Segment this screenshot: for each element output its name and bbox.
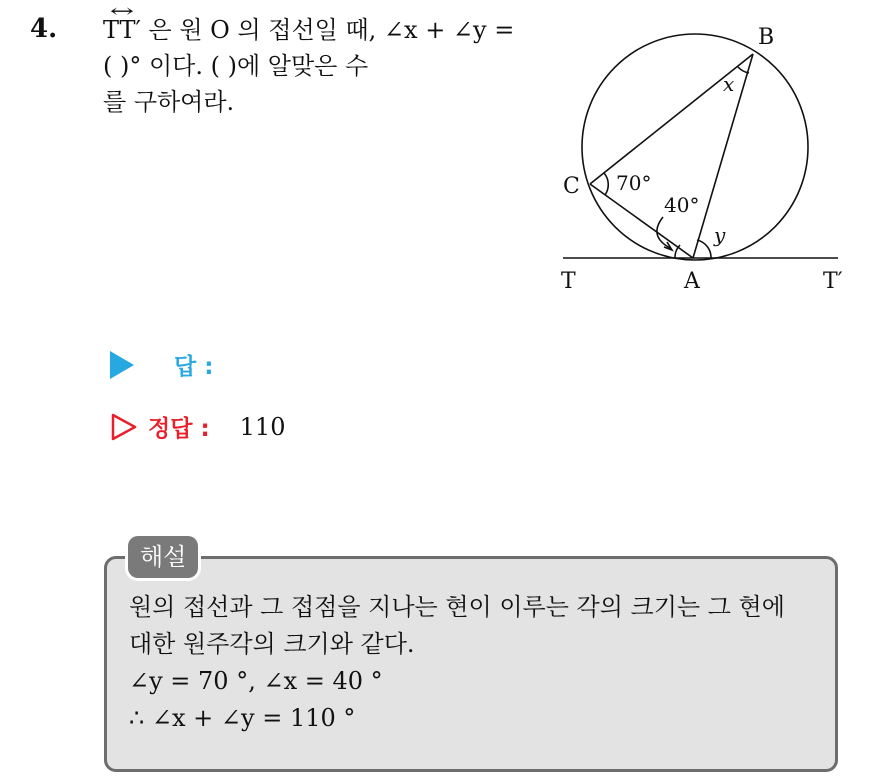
question-line-1-rest: 은 원 O 의 접선일 때, ∠x + ∠y = [140,16,515,44]
explanation-line-4: ∴ ∠x + ∠y = 110 ° [129,704,356,732]
angle-arc-b [738,67,749,73]
explanation-box [104,556,838,772]
question-line-3: 를 구하여라. [103,88,235,116]
answer-row [110,348,213,381]
correct-answer-value: 110 [239,412,286,441]
label-b: B [758,25,775,50]
question-text [103,12,533,120]
explanation-line-3: ∠y = 70 °, ∠x = 40 ° [129,667,383,695]
question-line-1 [103,12,533,48]
label-y: y [714,223,726,247]
question-number: 4. [30,14,58,44]
label-a: A [684,269,700,294]
explanation-line-1: 원의 접선과 그 접점을 지나는 현이 이루는 각의 크기는 그 현에 [129,593,785,621]
question-line-2: ( )° 이다. ( )에 알맞은 수 [103,52,369,80]
answer-marker-icon [110,351,134,379]
correct-marker-icon [110,413,138,441]
label-angle-70: 70° [616,171,652,195]
circle-o [582,34,808,260]
label-c: C [563,174,580,199]
label-t-prime: T′ [823,269,843,294]
answer-label: 답 : [174,354,214,380]
explanation-text [129,589,829,737]
correct-answer-row [110,410,285,443]
label-t: T [561,269,576,294]
explanation-tab: 해설 [128,536,198,578]
angle-arc-40 [675,245,680,258]
label-angle-40: 40° [664,193,700,217]
tangent-line-notation: ↔ TT′ [103,12,141,48]
explanation-line-2: 대한 원주각의 크기와 같다. [129,630,415,658]
geometry-figure [548,10,868,310]
angle-arc-c [604,173,608,195]
label-x: x [723,72,735,96]
angle-arc-y [697,240,711,258]
correct-answer-label: 정답 : [148,416,210,442]
